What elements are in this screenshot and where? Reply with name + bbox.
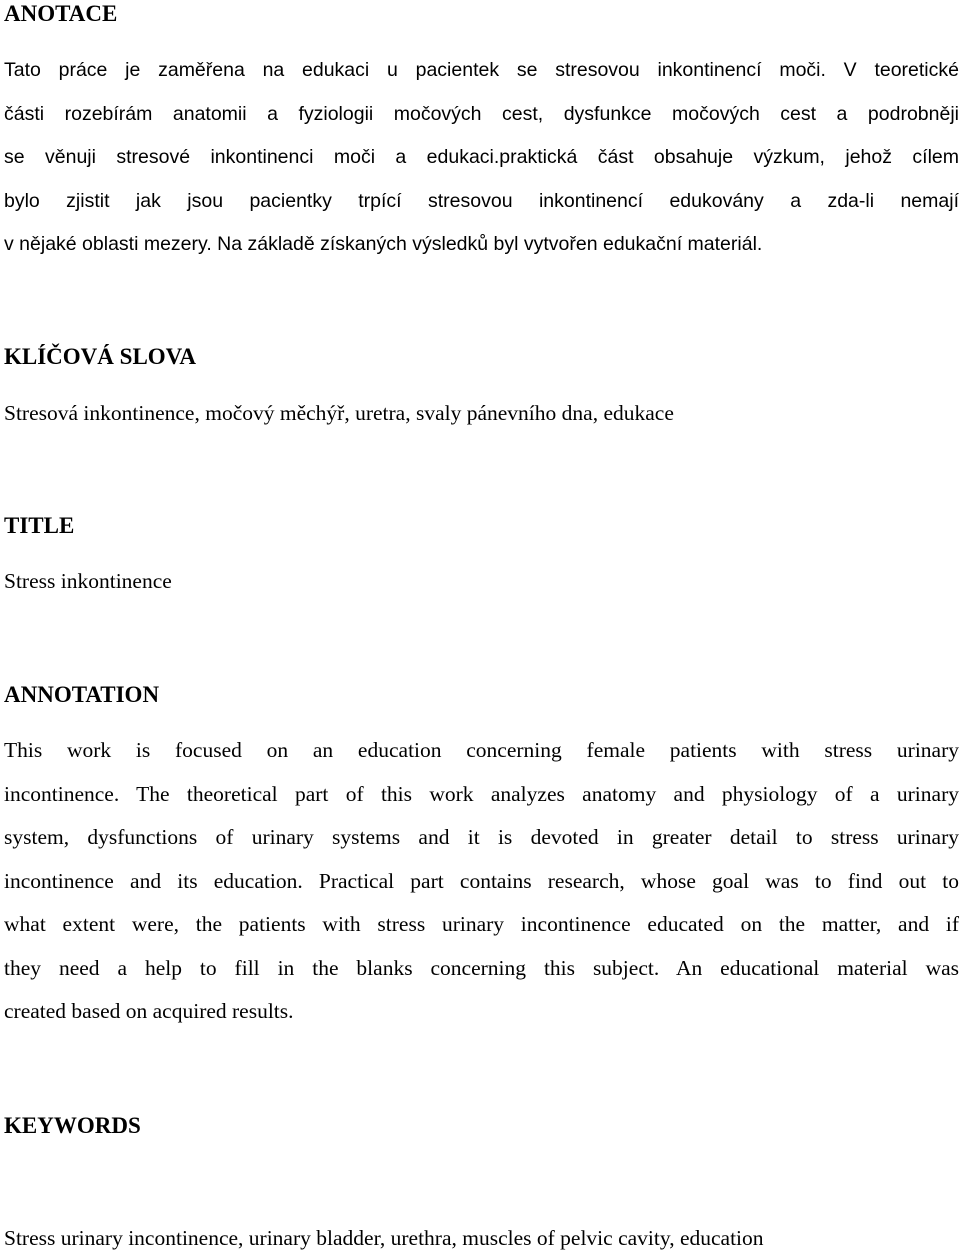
title-text: Stress inkontinence	[4, 569, 172, 593]
anotace-heading: ANOTACE	[4, 1, 118, 26]
anotace-line: v nějaké oblasti mezery. Na základě získaných výsledků byl vytvořen edukační materiál.	[4, 233, 763, 255]
title-heading: TITLE	[4, 513, 75, 538]
annotation-line: what extent were, the patients with stress urinary incontinence educated on the matter, and if	[4, 912, 959, 936]
annotation-line: This work is focused on an education concerning female patients with stress urinary	[4, 738, 959, 762]
anotace-line: bylo zjistit jak jsou pacientky trpící stresovou inkontinencí edukovány a zda-li nemají	[4, 189, 959, 212]
annotation-paragraph	[4, 729, 959, 1034]
annotation-line: created based on acquired results.	[4, 999, 294, 1023]
anotace-line: se věnuji stresové inkontinenci moči a edukaci.praktická část obsahuje výzkum, jehož cílem	[4, 146, 959, 168]
annotation-line: they need a help to fill in the blanks concerning this subject. An educational material was	[4, 955, 959, 980]
annotation-line: incontinence and its education. Practical part contains research, whose goal was to find out to	[4, 868, 959, 893]
klicova-slova-heading: KLÍČOVÁ SLOVA	[4, 344, 196, 369]
anotace-paragraph	[4, 49, 959, 267]
keywords-text: Stress urinary incontinence, urinary bladder, urethra, muscles of pelvic cavity, education	[4, 1226, 764, 1250]
keywords-heading: KEYWORDS	[4, 1113, 141, 1138]
annotation-line: system, dysfunctions of urinary systems and it is devoted in greater detail to stress urinary	[4, 825, 959, 849]
annotation-line: incontinence. The theoretical part of this work analyzes anatomy and physiology of a urinary	[4, 781, 959, 806]
anotace-line: části rozebírám anatomii a fyziologii močových cest, dysfunkce močových cest a podrobněji	[4, 102, 959, 125]
anotace-line: Tato práce je zaměřena na edukaci u pacientek se stresovou inkontinencí moči. V teoretické	[4, 59, 959, 81]
klicova-slova-text: Stresová inkontinence, močový měchýř, uretra, svaly pánevního dna, edukace	[4, 401, 674, 425]
annotation-heading: ANNOTATION	[4, 682, 160, 707]
